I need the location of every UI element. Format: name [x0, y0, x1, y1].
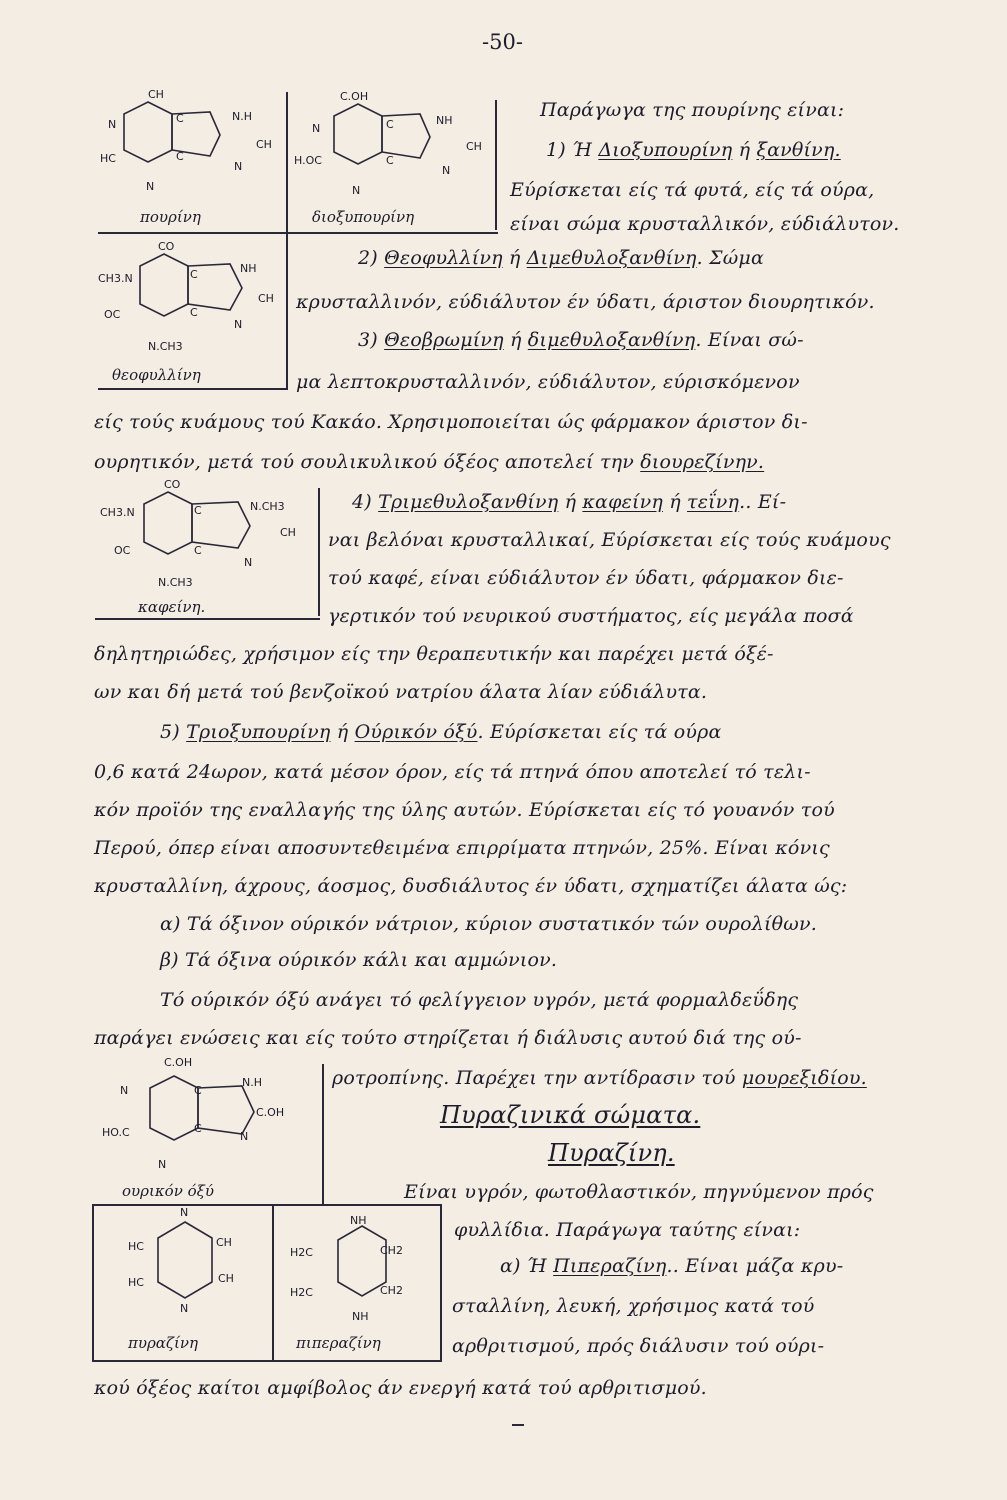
text-line-30: σταλλίνη, λευκή, χρήσιμος κατά τού	[452, 1295, 815, 1317]
pyrazine-box-right	[440, 1204, 442, 1362]
trimethylxanthine-term: Τριμεθυλοξανθίνη	[378, 491, 559, 513]
uric-acid-divider	[322, 1064, 324, 1206]
piperazine-caption: πιπεραζίνη	[296, 1334, 381, 1352]
text-line-11	[352, 490, 786, 514]
theophylline-label-nch3: N.CH3	[148, 340, 183, 353]
text-span: ή	[330, 721, 355, 743]
text-line-2	[546, 138, 841, 162]
caffeine-term: καφείνη	[582, 491, 663, 513]
text-line-19: κόν προϊόν της εναλλαγής της ύλης αυτών. Εύρίσκεται είς τό γουανόν τού	[94, 799, 835, 821]
theophylline-label-c2: C	[190, 306, 198, 319]
purine-label-nh: N.H	[232, 110, 252, 123]
text-line-32: κού όξέος καίτοι αμφίβολος άν ενεργή κατά τού αρθριτισμού.	[94, 1377, 707, 1399]
text-line-22: α) Τά όξινον ούρικόν νάτριον, κύριον συστατικόν τών ουρολίθων.	[160, 913, 817, 935]
dimethylxanthine-term-2: διμεθυλοξανθίνη	[527, 329, 696, 351]
text-span: ή	[558, 491, 583, 513]
purine-structure	[100, 90, 280, 210]
uric-acid-label-coh2: C.OH	[256, 1106, 285, 1119]
text-span: ουρητικόν, μετά τού σουλικυλικού όξέος αποτελεί την	[94, 451, 641, 473]
text-span: 2)	[358, 247, 385, 269]
text-line-18: 0,6 κατά 24ωρον, κατά μέσον όρον, είς τά πτηνά όπου αποτελεί τό τελι-	[94, 761, 811, 783]
pyrazine-box-middle	[272, 1204, 274, 1362]
uric-acid-label-nh: N.H	[242, 1076, 262, 1089]
piperazine-label-h2c1: H2C	[290, 1246, 313, 1259]
theophylline-label-n: N	[234, 318, 243, 331]
dioxypurine-caption: διοξυπουρίνη	[312, 208, 415, 226]
dioxypurine-label-hoc: H.OC	[294, 154, 322, 167]
page-number: -50-	[482, 30, 523, 54]
piperazine-term: Πιπεραζίνη	[553, 1255, 667, 1277]
caffeine-caption: καφείνη.	[138, 598, 206, 616]
text-span: ροτροπίνης. Παρέχει την αντίδρασιν τού	[332, 1067, 742, 1089]
text-span: . Εύρίσκεται είς τά ούρα	[477, 721, 722, 743]
text-line-31: αρθριτισμού, πρός διάλυσιν τού ούρι-	[452, 1335, 825, 1357]
murexide-term: μουρεξιδίου.	[741, 1067, 867, 1089]
pyrazine-box-top	[92, 1204, 442, 1206]
text-line-7	[358, 328, 804, 352]
text-span: 4)	[352, 491, 379, 513]
dioxypurine-label-nh: NH	[436, 114, 453, 127]
piperazine-label-nh2: NH	[352, 1310, 369, 1323]
pyrazine-box-left	[92, 1204, 94, 1362]
caffeine-label-c2: C	[194, 544, 202, 557]
text-line-27: Είναι υγρόν, φωτοθλαστικόν, πηγνύμενον πρός	[404, 1181, 874, 1203]
pyrazine-label-hc1: HC	[128, 1240, 144, 1253]
uric-acid-label-c2: C	[194, 1122, 202, 1135]
text-line-25: παράγει ενώσεις και είς τούτο στηρίζεται ή διάλυσις αυτού διά της ού-	[94, 1027, 802, 1049]
text-line-26	[332, 1066, 867, 1090]
uric-acid-caption: ουρικόν όξύ	[122, 1182, 215, 1200]
text-line-17	[160, 720, 722, 744]
theophylline-label-ch3n: CH3.N	[98, 272, 133, 285]
piperazine-label-h2c2: H2C	[290, 1286, 313, 1299]
purine-label-c2: C	[176, 150, 184, 163]
theobromine-term: Θεοβρωμίνη	[384, 329, 504, 351]
text-line-29	[500, 1254, 843, 1278]
text-line-3: Εύρίσκεται είς τά φυτά, είς τά ούρα,	[510, 179, 875, 201]
theophylline-term: Θεοφυλλίνη	[384, 247, 503, 269]
theophylline-label-ch: CH	[258, 292, 274, 305]
caffeine-label-ch: CH	[280, 526, 296, 539]
text-span: 3)	[358, 329, 385, 351]
caffeine-label-c1: C	[194, 504, 202, 517]
structure-grid-hline-1	[98, 232, 498, 234]
uric-acid-label-n2: N	[240, 1130, 249, 1143]
purine-label-n2: N	[234, 160, 243, 173]
piperazine-label-ch2-2: CH2	[380, 1284, 403, 1297]
text-span: α) Ή	[500, 1255, 554, 1277]
uric-acid-label-hoc: HO.C	[102, 1126, 130, 1139]
pyrazine-label-ch2: CH	[218, 1272, 234, 1285]
text-line-20: Περού, όπερ είναι αποσυντεθειμένα επιρρίματα πτηνών, 25%. Είναι κόνις	[94, 837, 830, 859]
section-heading-pyrazine: Πυραζίνη.	[548, 1139, 675, 1167]
text-line-9: είς τούς κυάμους τού Κακάο. Χρησιμοποιείται ώς φάρμακον άριστον δι-	[94, 411, 808, 433]
text-line-10	[94, 450, 764, 474]
caffeine-divider	[318, 488, 320, 616]
end-mark	[512, 1424, 524, 1426]
text-line-14: γερτικόν τού νευρικού συστήματος, είς μεγάλα ποσά	[328, 605, 854, 627]
caffeine-label-nch3: N.CH3	[250, 500, 285, 513]
dioxypurine-label-c2: C	[386, 154, 394, 167]
text-line-15: δηλητηριώδες, χρήσιμον είς την θεραπευτικήν και παρέχει μετά όξέ-	[94, 643, 774, 665]
text-line-1: Παράγωγα της πουρίνης είναι:	[540, 99, 845, 121]
caffeine-label-nch3-2: N.CH3	[158, 576, 193, 589]
text-span: ή	[662, 491, 688, 513]
text-span: . Σώμα	[696, 247, 764, 269]
text-line-13: τού καφέ, είναι εύδιάλυτον έν ύδατι, φάρμακον διε-	[328, 567, 844, 589]
uric-acid-label-c1: C	[194, 1084, 202, 1097]
dioxypurine-label-n3: N	[352, 184, 361, 197]
text-line-23: β) Τά όξινα ούρικόν κάλι και αμμώνιον.	[160, 949, 558, 971]
text-line-4: είναι σώμα κρυσταλλικόν, εύδιάλυτον.	[510, 213, 900, 235]
theophylline-label-oc: OC	[104, 308, 121, 321]
text-line-12: ναι βελόναι κρυσταλλικαί, Εύρίσκεται είς τούς κυάμους	[328, 529, 891, 551]
dioxypurine-label-coh: C.OH	[340, 90, 369, 103]
dimethylxanthine-term: Διμεθυλοξανθίνη	[526, 247, 697, 269]
caffeine-label-co: CO	[164, 478, 181, 491]
trioxypurine-term: Τριοξυπουρίνη	[186, 721, 331, 743]
pyrazine-label-n1: N	[180, 1206, 189, 1219]
piperazine-label-nh1: NH	[350, 1214, 367, 1227]
pyrazine-label-n2: N	[180, 1302, 189, 1315]
uric-acid-label-n3: N	[158, 1158, 167, 1171]
purine-label-hc: HC	[100, 152, 116, 165]
uric-acid-label-coh1: C.OH	[164, 1056, 193, 1069]
caffeine-label-n: N	[244, 556, 253, 569]
pyrazine-label-hc2: HC	[128, 1276, 144, 1289]
xanthine-term: ξανθίνη.	[756, 139, 841, 161]
theophylline-label-c1: C	[190, 268, 198, 281]
text-span: .. Εί-	[739, 491, 787, 513]
purine-label-n3: N	[146, 180, 155, 193]
theophylline-caption: θεοφυλλίνη	[112, 366, 201, 384]
diuresin-term: διουρεζίνην.	[640, 451, 765, 473]
text-span: ή	[502, 247, 527, 269]
pyrazine-box-bottom	[92, 1360, 442, 1362]
text-line-21: κρυσταλλίνη, άχρους, άοσμος, δυσδιάλυτος έν ύδατι, σχηματίζει άλατα ώς:	[94, 875, 848, 897]
dioxypurine-label-ch: CH	[466, 140, 482, 153]
text-line-6: κρυσταλλινόν, εύδιάλυτον έν ύδατι, άριστον διουρητικόν.	[296, 291, 875, 313]
text-span: 1) Ή	[546, 139, 599, 161]
text-line-28: φυλλίδια. Παράγωγα ταύτης είναι:	[454, 1219, 801, 1241]
theophylline-label-nh: NH	[240, 262, 257, 275]
purine-label-ch2: CH	[256, 138, 272, 151]
uric-acid-term: Ούρικόν όξύ	[354, 721, 478, 743]
uric-acid-label-n1: N	[120, 1084, 129, 1097]
text-line-16: ων και δή μετά τού βενζοϊκού νατρίου άλατα λίαν εύδιάλυτα.	[94, 681, 708, 703]
dioxypurine-label-c1: C	[386, 118, 394, 131]
piperazine-structure	[318, 1212, 418, 1322]
structure-grid-hline-2	[98, 388, 288, 390]
text-line-8: μα λεπτοκρυσταλλινόν, εύδιάλυτον, εύρισκόμενον	[296, 371, 800, 393]
pyrazine-structure	[140, 1212, 240, 1322]
caffeine-underline	[95, 618, 320, 620]
dioxypurine-term: Διοξυπουρίνη	[598, 139, 733, 161]
uric-acid-structure	[118, 1062, 318, 1182]
caffeine-label-ch3n: CH3.N	[100, 506, 135, 519]
pyrazine-label-ch1: CH	[216, 1236, 232, 1249]
purine-label-c1: C	[176, 112, 184, 125]
dioxypurine-label-n1: N	[312, 122, 321, 135]
text-span: ή	[732, 139, 757, 161]
text-span: .. Είναι μάζα κρυ-	[666, 1255, 844, 1277]
dioxypurine-label-n2: N	[442, 164, 451, 177]
caffeine-label-oc: OC	[114, 544, 131, 557]
section-heading-pyrazine-bodies: Πυραζινικά σώματα.	[440, 1101, 701, 1129]
purine-caption: πουρίνη	[140, 208, 201, 226]
text-line-24: Τό ούρικόν όξύ ανάγει τό φελίγγειον υγρόν, μετά φορμαλδεΰδης	[160, 989, 799, 1011]
piperazine-label-ch2-1: CH2	[380, 1244, 403, 1257]
purine-label-n1: N	[108, 118, 117, 131]
theophylline-label-co: CO	[158, 240, 175, 253]
text-span: . Είναι σώ-	[695, 329, 804, 351]
text-span: ή	[503, 329, 528, 351]
text-line-5	[358, 246, 764, 270]
theine-term: τεΐνη	[687, 491, 740, 513]
purine-label-ch: CH	[148, 88, 164, 101]
text-span: 5)	[160, 721, 187, 743]
pyrazine-caption: πυραζίνη	[128, 1334, 199, 1352]
